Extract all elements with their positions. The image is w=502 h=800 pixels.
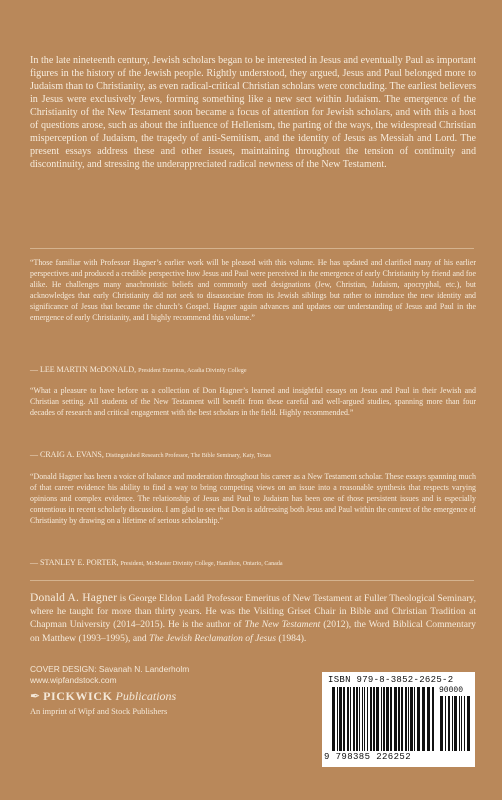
book-title: The New Testament bbox=[244, 619, 321, 631]
author-name: Donald A. Hagner bbox=[30, 592, 118, 604]
publisher-name: PICKWICK bbox=[43, 689, 113, 703]
book-title: The Jewish Reclamation of Jesus bbox=[149, 632, 276, 644]
bio-text: (1984). bbox=[275, 632, 307, 644]
addon-barcode bbox=[440, 696, 470, 751]
barcode-digits: 9 798385 226252 bbox=[324, 752, 412, 762]
endorser-name: — CRAIG A. EVANS, bbox=[30, 450, 104, 459]
price-addon-number: 90000 bbox=[439, 686, 464, 695]
endorser-name: — STANLEY E. PORTER, bbox=[30, 558, 119, 567]
endorser-affiliation: President, McMaster Divinity College, Hamilton, Ontario, Canada bbox=[120, 561, 283, 567]
endorser-name: — LEE MARTIN McDONALD, bbox=[30, 365, 137, 374]
cover-design-credit: COVER DESIGN: Savanah N. Landerholm bbox=[30, 664, 190, 674]
endorsement-quote: “Those familiar with Professor Hagner’s earlier work will be pleased with this volume. He has updated and clarified many of his earlier perspectives and produced a credible perspective how Jesus and Paul were perceived in the emergence of early Christianity by friend and foe alike. He challenges many anachronistic beliefs and commonly used designations (Jew, Christian, Judaism, apocryphal, etc.), but acknowledges that early Christianity did not seek to disassociate from its Jewish siblings but rather to introduce the new identity and significance of Jesus that became the church’s Gospel. Hagner again advances and updates our understanding of Jesus and Paul in the emergence of early Christianity, and I highly recommend this volume.” bbox=[30, 258, 476, 322]
isbn-number: ISBN 979-8-3852-2625-2 bbox=[328, 675, 454, 685]
publisher-suffix: Publications bbox=[115, 689, 177, 703]
author-bio bbox=[30, 592, 476, 645]
quill-icon: ✒ bbox=[30, 689, 41, 703]
divider bbox=[30, 248, 474, 249]
endorsement-attribution bbox=[30, 365, 476, 376]
endorser-affiliation: Distinguished Research Professor, The Bible Seminary, Katy, Texas bbox=[105, 453, 271, 459]
barcode-panel bbox=[322, 672, 475, 767]
bio-text: (2012), the Word Biblical Commentary on Matthew (1993–1995), and bbox=[30, 619, 476, 644]
bio-text: is George Eldon Ladd Professor Emeritus of New Testament at Fuller Theological Seminary, where he taught for more than thirty years. He was the Visiting Griset Chair in Bible and Christian Tradition at Chapman University (2014–2015). He is the author of bbox=[30, 593, 476, 631]
ean-barcode bbox=[332, 687, 436, 751]
book-description: In the late nineteenth century, Jewish scholars began to be interested in Jesus and eventually Paul as important figures in the history of the Jewish people. Rightly understood, they argued, Jesus and Paul belonged more to Judaism than to Christianity, as even radical-critical Christian scholars were concluding. The earliest believers in Jesus were exclusively Jews, forming something like a new sect within Judaism. The emergence of the Christianity of the New Testament soon became a focus of attention for Jewish scholars, and with this a host of questions arose, such as about the influence of Hellenism, the parting of the ways, the widespread Christian misperception of Judaism, the tragedy of anti-Semitism, and the identity of Jesus as Messiah and Lord. The present essays address these and other issues, maintaining throughout the tension of continuity and discontinuity, and stressing the underappreciated radical newness of the New Testament. bbox=[30, 55, 476, 171]
endorser-affiliation: President Emeritus, Acadia Divinity College bbox=[138, 368, 247, 374]
imprint-line: An imprint of Wipf and Stock Publishers bbox=[30, 707, 168, 716]
endorsement-attribution bbox=[30, 450, 476, 461]
endorsement-quote: “Donald Hagner has been a voice of balance and moderation throughout his career as a New Testament scholar. These essays spanning much of that career evidence his ability to find a way to bring competing views on an issue into a reasonable synthesis that respects varying opinions and complex evidence. The relationship of Jesus and Paul to Judaism has been one of those persistent issues and is especially contentious in recent scholarly discussion. I am glad to see that Don is addressing both Jesus and Paul within the context of the emergence of Christianity by drawing on a lifetime of serious scholarship.” bbox=[30, 472, 476, 525]
publisher-logo bbox=[30, 689, 210, 705]
publisher-website: www.wipfandstock.com bbox=[30, 675, 117, 685]
endorsement-quote: “What a pleasure to have before us a collection of Don Hagner’s learned and insightful essays on Jesus and Paul in their Jewish and Christian setting. All students of the New Testament will benefit from these careful and well-argued studies, spanning more than four decades of research and critical engagement with the best scholars in the field. Highly recommended.” bbox=[30, 386, 476, 417]
divider bbox=[30, 580, 474, 581]
endorsement-attribution bbox=[30, 558, 476, 569]
